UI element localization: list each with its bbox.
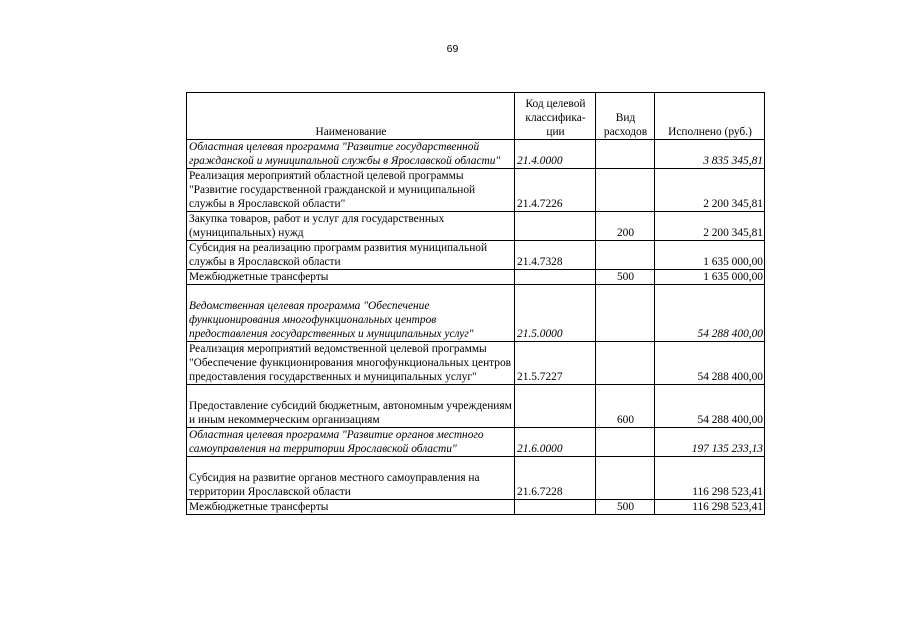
row-sum: 1 635 000,00 <box>655 270 765 285</box>
row-code: 21.5.7227 <box>515 342 596 385</box>
row-type <box>596 241 655 270</box>
row-name: Межбюджетные трансферты <box>187 500 515 515</box>
row-type: 500 <box>596 270 655 285</box>
row-name: Закупка товаров, работ и услуг для государственных (муниципальных) нужд <box>187 212 515 241</box>
row-sum: 2 200 345,81 <box>655 212 765 241</box>
row-name <box>187 285 515 342</box>
table-row <box>187 385 765 428</box>
row-type <box>596 342 655 385</box>
header-code: Код целевой классифика-ции <box>515 93 596 140</box>
row-code: 21.4.7328 <box>515 241 596 270</box>
row-sum: 3 835 345,81 <box>655 140 765 169</box>
table-row <box>187 428 765 457</box>
table-row <box>187 241 765 270</box>
row-sum: 197 135 233,13 <box>655 428 765 457</box>
table-row <box>187 500 765 515</box>
row-code <box>515 270 596 285</box>
table-header-row <box>187 93 765 140</box>
row-name: Реализация мероприятий областной целевой программы "Развитие государственной гражданской и муниципальной службы в Ярославской области" <box>187 169 515 212</box>
row-sum: 1 635 000,00 <box>655 241 765 270</box>
row-code <box>515 385 596 428</box>
row-type: 600 <box>596 385 655 428</box>
table-row <box>187 457 765 500</box>
row-sum: 54 288 400,00 <box>655 385 765 428</box>
row-code: 21.5.0000 <box>515 285 596 342</box>
row-sum: 116 298 523,41 <box>655 500 765 515</box>
row-name <box>187 457 515 500</box>
row-type: 200 <box>596 212 655 241</box>
row-code: 21.6.0000 <box>515 428 596 457</box>
row-name-text: Субсидия на развитие органов местного самоуправления на территории Ярославской области <box>189 472 480 498</box>
row-code: 21.6.7228 <box>515 457 596 500</box>
row-sum: 54 288 400,00 <box>655 342 765 385</box>
row-sum: 116 298 523,41 <box>655 457 765 500</box>
row-sum: 54 288 400,00 <box>655 285 765 342</box>
row-name-text: Ведомственная целевая программа "Обеспечение функционирования многофункциональных центров предоставления государственных и муниципальных услуг" <box>189 300 474 340</box>
table-row <box>187 342 765 385</box>
row-name: Областная целевая программа "Развитие государственной гражданской и муниципальной службы в Ярославской области" <box>187 140 515 169</box>
row-code: 21.4.0000 <box>515 140 596 169</box>
table-row <box>187 140 765 169</box>
row-type <box>596 140 655 169</box>
row-type <box>596 428 655 457</box>
row-name: Реализация мероприятий ведомственной целевой программы "Обеспечение функционирования многофункциональных центров предоставления государственных и муниципальных услуг" <box>187 342 515 385</box>
row-name <box>187 385 515 428</box>
row-name: Межбюджетные трансферты <box>187 270 515 285</box>
table-row <box>187 169 765 212</box>
header-sum: Исполнено (руб.) <box>655 93 765 140</box>
page-number: 69 <box>446 43 459 55</box>
row-type <box>596 285 655 342</box>
row-type <box>596 457 655 500</box>
table-row <box>187 270 765 285</box>
row-type <box>596 169 655 212</box>
header-name: Наименование <box>187 93 515 140</box>
row-name: Областная целевая программа "Развитие органов местного самоуправления на территории Ярославской области" <box>187 428 515 457</box>
row-name-text: Предоставление субсидий бюджетным, автономным учреждениям и иным некоммерческим организациям <box>189 400 512 426</box>
row-code <box>515 500 596 515</box>
header-type: Вид расходов <box>596 93 655 140</box>
row-code: 21.4.7226 <box>515 169 596 212</box>
row-name: Субсидия на реализацию программ развития муниципальной службы в Ярославской области <box>187 241 515 270</box>
row-code <box>515 212 596 241</box>
table-row <box>187 285 765 342</box>
table-row <box>187 212 765 241</box>
row-sum: 2 200 345,81 <box>655 169 765 212</box>
row-type: 500 <box>596 500 655 515</box>
budget-table <box>186 92 765 515</box>
